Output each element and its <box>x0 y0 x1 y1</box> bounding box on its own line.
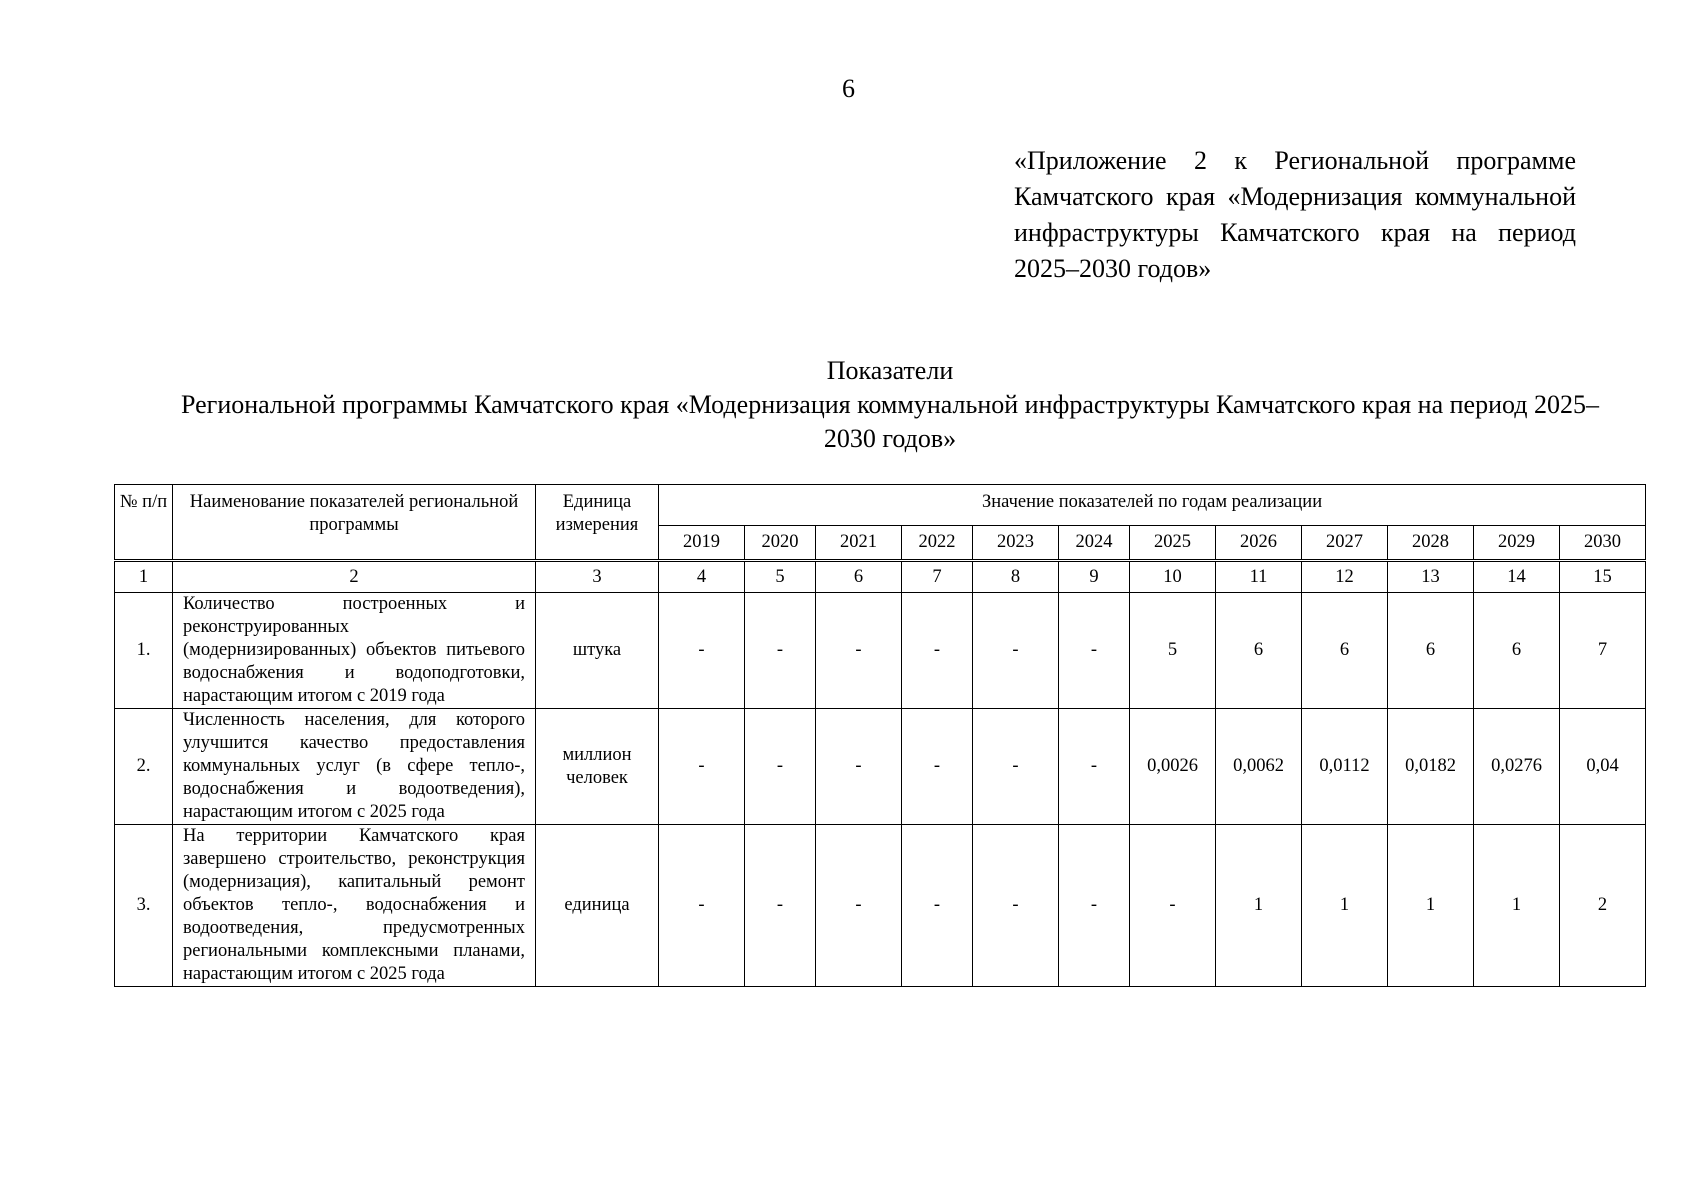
year-cell: 2022 <box>902 526 973 561</box>
value-cell: - <box>973 709 1059 825</box>
column-number: 5 <box>745 561 816 593</box>
header-name: Наименование показателей региональной программы <box>173 485 536 561</box>
value-cell: - <box>973 825 1059 987</box>
row-number: 3. <box>115 825 173 987</box>
value-cell: 1 <box>1474 825 1560 987</box>
year-cell: 2020 <box>745 526 816 561</box>
column-number: 1 <box>115 561 173 593</box>
column-numbers-row <box>115 561 1646 593</box>
page-number: 6 <box>842 74 855 103</box>
year-cell: 2029 <box>1474 526 1560 561</box>
year-cell: 2027 <box>1302 526 1388 561</box>
indicators-table <box>114 484 1646 987</box>
indicator-name: На территории Камчатского края завершено строительство, реконструкция (модернизация), капитальный ремонт объектов тепло-, водоснабжения и водоотведения, предусмотренных региональными комплексными планами, нарастающим итогом с 2025 года <box>173 825 536 987</box>
column-number: 14 <box>1474 561 1560 593</box>
value-cell: 7 <box>1560 593 1646 709</box>
title-line-1: Показатели <box>826 356 954 385</box>
header-unit: Единица измерения <box>536 485 659 561</box>
value-cell: 0,04 <box>1560 709 1646 825</box>
column-number: 15 <box>1560 561 1646 593</box>
value-cell: 5 <box>1130 593 1216 709</box>
value-cell: 2 <box>1560 825 1646 987</box>
table-row <box>115 593 1646 709</box>
year-cell: 2030 <box>1560 526 1646 561</box>
value-cell: - <box>659 593 745 709</box>
row-number: 2. <box>115 709 173 825</box>
year-cell: 2019 <box>659 526 745 561</box>
value-cell: - <box>902 709 973 825</box>
column-number: 9 <box>1059 561 1130 593</box>
year-cell: 2028 <box>1388 526 1474 561</box>
indicator-unit: миллион человек <box>536 709 659 825</box>
value-cell: 0,0276 <box>1474 709 1560 825</box>
value-cell: - <box>816 593 902 709</box>
value-cell: 0,0112 <box>1302 709 1388 825</box>
value-cell: 1 <box>1216 825 1302 987</box>
value-cell: 0,0026 <box>1130 709 1216 825</box>
year-cell: 2023 <box>973 526 1059 561</box>
header-row <box>115 485 1646 526</box>
table-row <box>115 825 1646 987</box>
column-number: 10 <box>1130 561 1216 593</box>
value-cell: 6 <box>1302 593 1388 709</box>
indicator-name: Количество построенных и реконструированных (модернизированных) объектов питьевого водоснабжения и водоподготовки, нарастающим итогом с 2019 года <box>173 593 536 709</box>
value-cell: - <box>816 825 902 987</box>
header-num: № п/п <box>115 485 173 561</box>
indicator-unit: единица <box>536 825 659 987</box>
value-cell: - <box>902 825 973 987</box>
value-cell: - <box>902 593 973 709</box>
title-line-2: Региональной программы Камчатского края «Модернизация коммунальной инфраструктуры Камчатского края на период 2025–2030 годов» <box>181 390 1599 453</box>
column-number: 6 <box>816 561 902 593</box>
value-cell: 1 <box>1302 825 1388 987</box>
value-cell: - <box>973 593 1059 709</box>
column-number: 12 <box>1302 561 1388 593</box>
document-title <box>180 354 1600 456</box>
year-cell: 2026 <box>1216 526 1302 561</box>
value-cell: - <box>745 709 816 825</box>
indicator-name: Численность населения, для которого улучшится качество предоставления коммунальных услуг (в сфере тепло-, водоснабжения и водоотведения), нарастающим итогом с 2025 года <box>173 709 536 825</box>
value-cell: 0,0182 <box>1388 709 1474 825</box>
value-cell: 0,0062 <box>1216 709 1302 825</box>
value-cell: 1 <box>1388 825 1474 987</box>
value-cell: - <box>659 709 745 825</box>
table-row <box>115 709 1646 825</box>
value-cell: - <box>1059 825 1130 987</box>
column-number: 7 <box>902 561 973 593</box>
column-number: 8 <box>973 561 1059 593</box>
value-cell: - <box>1059 709 1130 825</box>
value-cell: 6 <box>1388 593 1474 709</box>
indicator-unit: штука <box>536 593 659 709</box>
row-number: 1. <box>115 593 173 709</box>
header-values-group: Значение показателей по годам реализации <box>659 485 1646 526</box>
value-cell: - <box>745 825 816 987</box>
column-number: 13 <box>1388 561 1474 593</box>
column-number: 3 <box>536 561 659 593</box>
value-cell: - <box>1059 593 1130 709</box>
year-cell: 2024 <box>1059 526 1130 561</box>
column-number: 4 <box>659 561 745 593</box>
value-cell: 6 <box>1216 593 1302 709</box>
value-cell: - <box>659 825 745 987</box>
value-cell: - <box>745 593 816 709</box>
appendix-note: «Приложение 2 к Региональной программе Камчатского края «Модернизация коммунальной инфраструктуры Камчатского края на период 2025–2030 годов» <box>1014 146 1576 283</box>
year-cell: 2025 <box>1130 526 1216 561</box>
value-cell: - <box>816 709 902 825</box>
column-number: 2 <box>173 561 536 593</box>
value-cell: 6 <box>1474 593 1560 709</box>
year-cell: 2021 <box>816 526 902 561</box>
column-number: 11 <box>1216 561 1302 593</box>
value-cell: - <box>1130 825 1216 987</box>
